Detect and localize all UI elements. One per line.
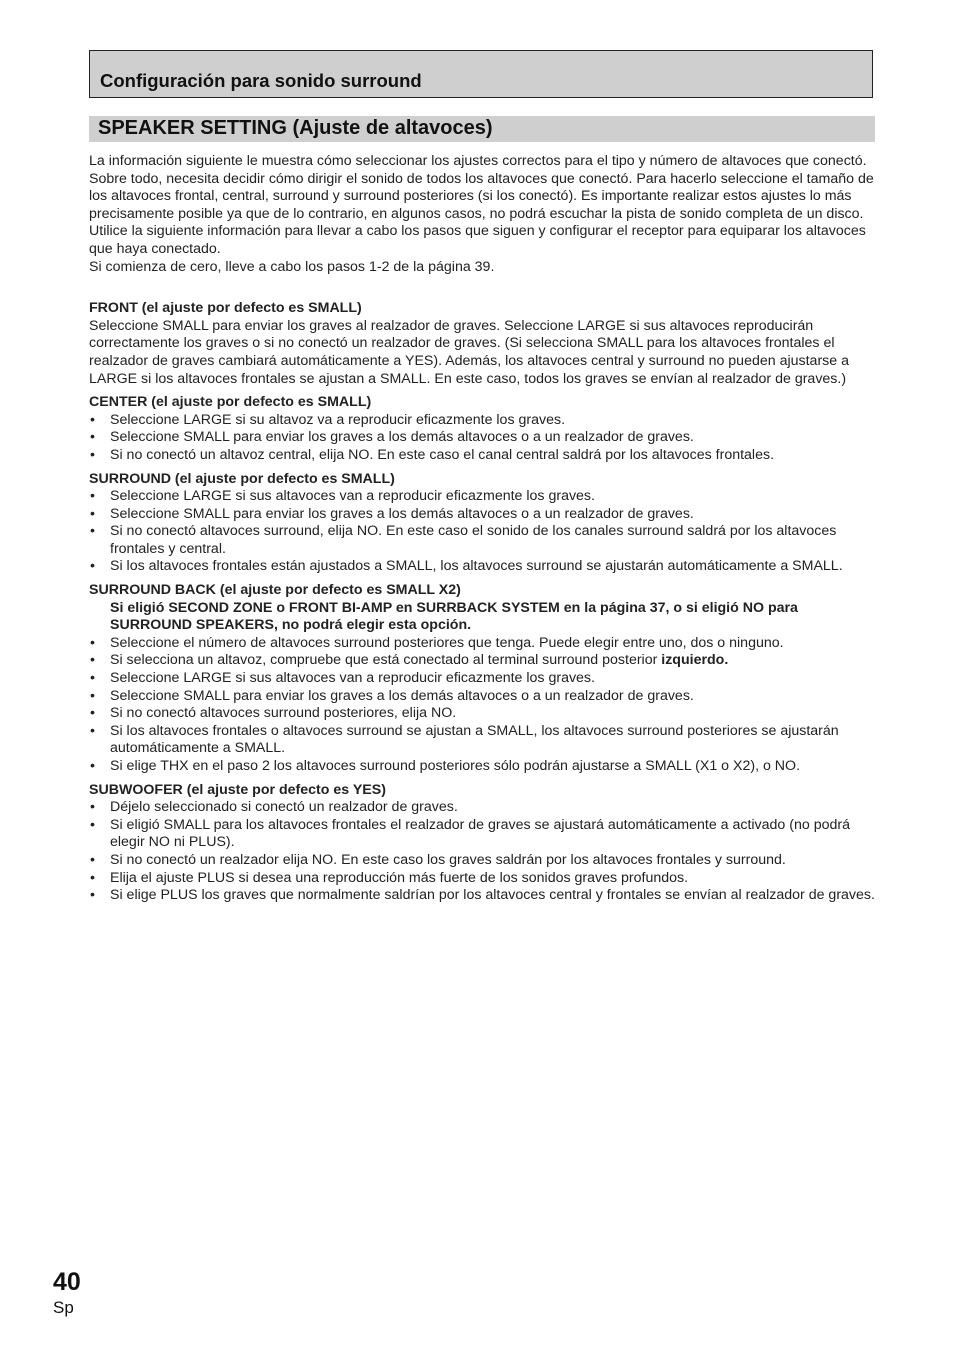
intro-paragraph-1: La información siguiente le muestra cómo seleccionar los ajustes correctos para el tipo y número de altavoces que conectó. Sobre todo, necesita decidir cómo dirigir el sonido de todos los altavoces que conectó. Para hacerlo seleccione el tamaño de los altavoces frontal, central, surround y surround posteriores (si los conectó). Es importante realizar estos ajustes lo más precisamente posible ya que de lo contrario, en algunos casos, no podrá escuchar la pista de sonido completa de un disco. bbox=[89, 153, 874, 222]
center-heading: CENTER (el ajuste por defecto es SMALL) bbox=[89, 394, 372, 411]
list-item: • Si los altavoces frontales o altavoces surround se ajustan a SMALL, los altavoces surround posteriores se ajustarán automáticamente a SMALL. bbox=[89, 723, 875, 758]
list-item: • Seleccione LARGE si sus altavoces van a reproducir eficazmente los graves. bbox=[89, 488, 875, 506]
surround-back-heading: SURROUND BACK (el ajuste por defecto es SMALL X2) bbox=[89, 582, 461, 599]
list-item: • Si no conectó un altavoz central, elija NO. En este caso el canal central saldrá por los altavoces frontales. bbox=[89, 447, 875, 465]
page-content bbox=[89, 153, 875, 905]
list-item: • Seleccione LARGE si sus altavoces van a reproducir eficazmente los graves. bbox=[89, 670, 875, 688]
center-list bbox=[89, 412, 875, 465]
surround-heading: SURROUND (el ajuste por defecto es SMALL) bbox=[89, 470, 395, 487]
intro-paragraph-2: Utilice la siguiente información para llevar a cabo los pasos que siguen y configurar el receptor para equiparar los altavoces que haya conectado. bbox=[89, 223, 866, 257]
front-heading: FRONT (el ajuste por defecto es SMALL) bbox=[89, 300, 362, 317]
list-item: • Seleccione LARGE si su altavoz va a reproducir eficazmente los graves. bbox=[89, 412, 875, 430]
page-language: Sp bbox=[53, 1298, 74, 1317]
section-header bbox=[89, 116, 875, 142]
list-item: • Si elige THX en el paso 2 los altavoces surround posteriores sólo podrán ajustarse a SMALL (X1 o X2), o NO. bbox=[89, 758, 875, 776]
list-item: • Seleccione SMALL para enviar los graves a los demás altavoces o a un realzador de graves. bbox=[89, 688, 875, 706]
subwoofer-list bbox=[89, 799, 875, 905]
intro-paragraph-3: Si comienza de cero, lleve a cabo los pasos 1-2 de la página 39. bbox=[89, 258, 495, 275]
list-item-text: Si selecciona un altavoz, compruebe que está conectado al terminal surround posterior bbox=[110, 652, 662, 669]
list-item bbox=[89, 652, 875, 670]
list-item: • Seleccione SMALL para enviar los graves a los demás altavoces o a un realzador de graves. bbox=[89, 429, 875, 447]
list-item: • Si no conectó altavoces surround posteriores, elija NO. bbox=[89, 705, 875, 723]
section-title: SPEAKER SETTING (Ajuste de altavoces) bbox=[98, 117, 493, 139]
list-item: • Elija el ajuste PLUS si desea una reproducción más fuerte de los sonidos graves profundos. bbox=[89, 870, 875, 888]
list-item: • Si elige PLUS los graves que normalmente saldrían por los altavoces central y frontales se envían al realzador de graves. bbox=[89, 887, 875, 905]
subwoofer-heading: SUBWOOFER (el ajuste por defecto es YES) bbox=[89, 781, 386, 798]
list-item: • Si los altavoces frontales están ajustados a SMALL, los altavoces surround se ajustarán automáticamente a SMALL. bbox=[89, 558, 875, 576]
list-item: • Seleccione el número de altavoces surround posteriores que tenga. Puede elegir entre uno, dos o ninguno. bbox=[89, 635, 875, 653]
chapter-header bbox=[89, 50, 873, 98]
list-item: • Déjelo seleccionado si conectó un realzador de graves. bbox=[89, 799, 875, 817]
front-text: Seleccione SMALL para enviar los graves al realzador de graves. Seleccione LARGE si sus altavoces reproducirán correctamente los graves o si no conectó un realzador de graves. (Si selecciona SMALL para los altavoces frontales el realzador de graves cambiará automáticamente a YES). Además, los altavoces central y surround no pueden ajustarse a LARGE si los altavoces frontales se ajustan a SMALL. En este caso, todos los graves se envían al realzador de graves.) bbox=[89, 317, 849, 387]
list-item: • Seleccione SMALL para enviar los graves a los demás altavoces o a un realzador de graves. bbox=[89, 506, 875, 524]
list-item: • Si eligió SMALL para los altavoces frontales el realzador de graves se ajustará automáticamente a activado (no podrá elegir NO ni PLUS). bbox=[89, 817, 875, 852]
list-item: • Si no conectó altavoces surround, elija NO. En este caso el sonido de los canales surround saldrá por los altavoces frontales y central. bbox=[89, 523, 875, 558]
surround-back-list bbox=[89, 635, 875, 776]
surround-back-note: Si eligió SECOND ZONE o FRONT BI-AMP en SURRBACK SYSTEM en la página 37, o si eligió NO para SURROUND SPEAKERS, no podrá elegir esta opción. bbox=[110, 599, 798, 634]
bold-word: izquierdo. bbox=[661, 652, 729, 669]
surround-list bbox=[89, 488, 875, 576]
page-number: 40 bbox=[53, 1268, 81, 1296]
list-item: • Si no conectó un realzador elija NO. En este caso los graves saldrán por los altavoces frontales y surround. bbox=[89, 852, 875, 870]
chapter-title: Configuración para sonido surround bbox=[100, 70, 422, 91]
